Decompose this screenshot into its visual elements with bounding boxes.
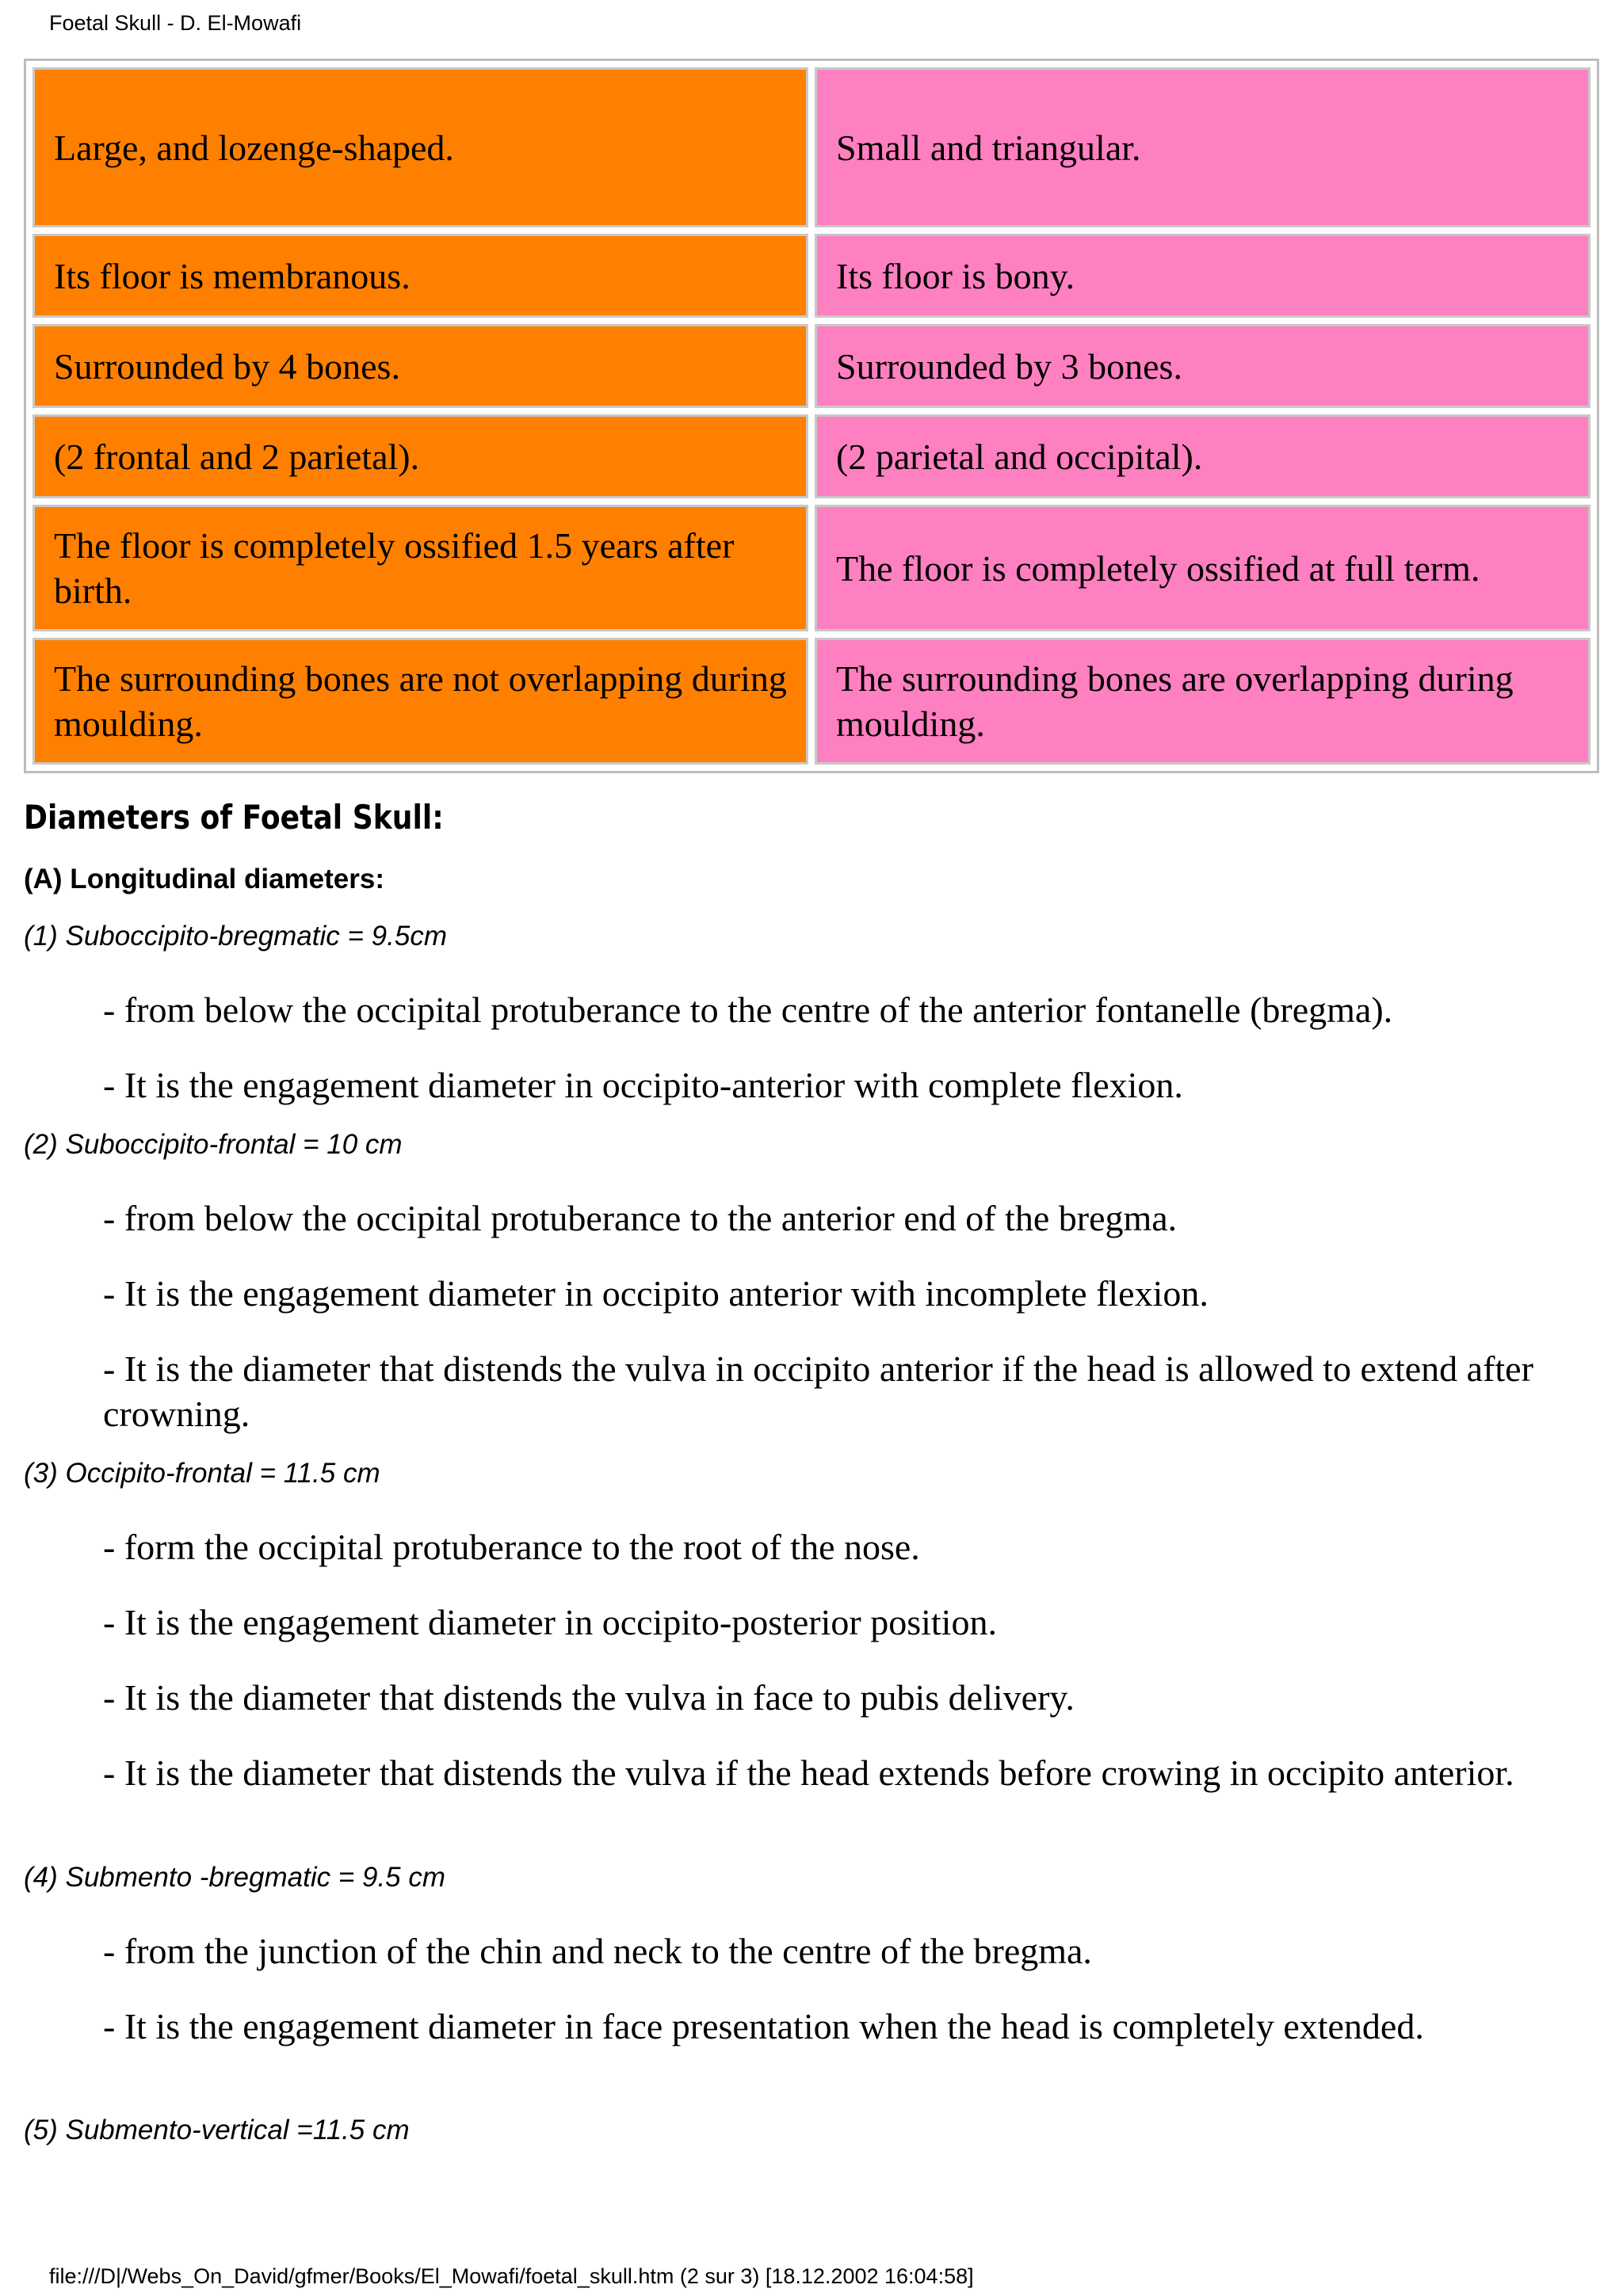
section-heading: Diameters of Foetal Skull:: [24, 798, 444, 837]
diameter-label: (5) Submento-vertical =11.5 cm: [24, 2115, 410, 2145]
diameter-description: - It is the engagement diameter in occipito anterior with incomplete flexion.: [103, 1273, 1209, 1314]
diameter-label: (2) Suboccipito-frontal = 10 cm: [24, 1129, 403, 1160]
table-cell-posterior: Its floor is bony.: [815, 234, 1591, 318]
table-cell-anterior: Large, and lozenge-shaped.: [32, 67, 808, 227]
table-row: [32, 67, 1591, 227]
table-cell-posterior: (2 parietal and occipital).: [815, 414, 1591, 498]
table-cell-anterior: Surrounded by 4 bones.: [32, 324, 808, 408]
table-cell-anterior: The surrounding bones are not overlapping during moulding.: [32, 638, 808, 765]
diameter-description: - from the junction of the chin and neck to the centre of the bregma.: [103, 1931, 1092, 1971]
diameter-description: - It is the diameter that distends the vulva in occipito anterior if the head is allowed to extend after crowning.: [103, 1348, 1533, 1434]
table-cell-posterior: Surrounded by 3 bones.: [815, 324, 1591, 408]
diameter-description: - form the occipital protuberance to the root of the nose.: [103, 1527, 920, 1567]
sub-heading: (A) Longitudinal diameters:: [24, 864, 384, 894]
table-cell-anterior: The floor is completely ossified 1.5 years after birth.: [32, 505, 808, 631]
table-cell-posterior: Small and triangular.: [815, 67, 1591, 227]
diameter-label: (1) Suboccipito-bregmatic = 9.5cm: [24, 921, 447, 952]
diameter-description: - It is the engagement diameter in face presentation when the head is completely extended.: [103, 2006, 1424, 2046]
page-footer: file:///D|/Webs_On_David/gfmer/Books/El_Mowafi/foetal_skull.htm (2 sur 3) [18.12.2002 16:04:58]: [49, 2264, 974, 2288]
table-row: [32, 234, 1591, 318]
table-row: [32, 505, 1591, 631]
table-row: [32, 414, 1591, 498]
diameter-description: - It is the diameter that distends the vulva in face to pubis delivery.: [103, 1677, 1075, 1718]
table-row: [32, 638, 1591, 765]
diameter-description: - It is the engagement diameter in occipito-posterior position.: [103, 1602, 997, 1642]
diameter-description: - It is the diameter that distends the vulva if the head extends before crowing in occipito anterior.: [103, 1753, 1514, 1793]
table-row: [32, 324, 1591, 408]
table-cell-anterior: Its floor is membranous.: [32, 234, 808, 318]
diameter-label: (4) Submento -bregmatic = 9.5 cm: [24, 1862, 446, 1893]
page-header: Foetal Skull - D. El-Mowafi: [49, 11, 302, 35]
diameter-description: - from below the occipital protuberance to the centre of the anterior fontanelle (bregma).: [103, 990, 1393, 1030]
diameter-label: (3) Occipito-frontal = 11.5 cm: [24, 1458, 380, 1489]
table-cell-anterior: (2 frontal and 2 parietal).: [32, 414, 808, 498]
fontanelle-comparison-table: [24, 59, 1599, 773]
table-cell-posterior: The surrounding bones are overlapping during moulding.: [815, 638, 1591, 765]
diameter-description: - from below the occipital protuberance to the anterior end of the bregma.: [103, 1198, 1178, 1238]
table-cell-posterior: The floor is completely ossified at full term.: [815, 505, 1591, 631]
diameter-description: - It is the engagement diameter in occipito-anterior with complete flexion.: [103, 1065, 1183, 1105]
